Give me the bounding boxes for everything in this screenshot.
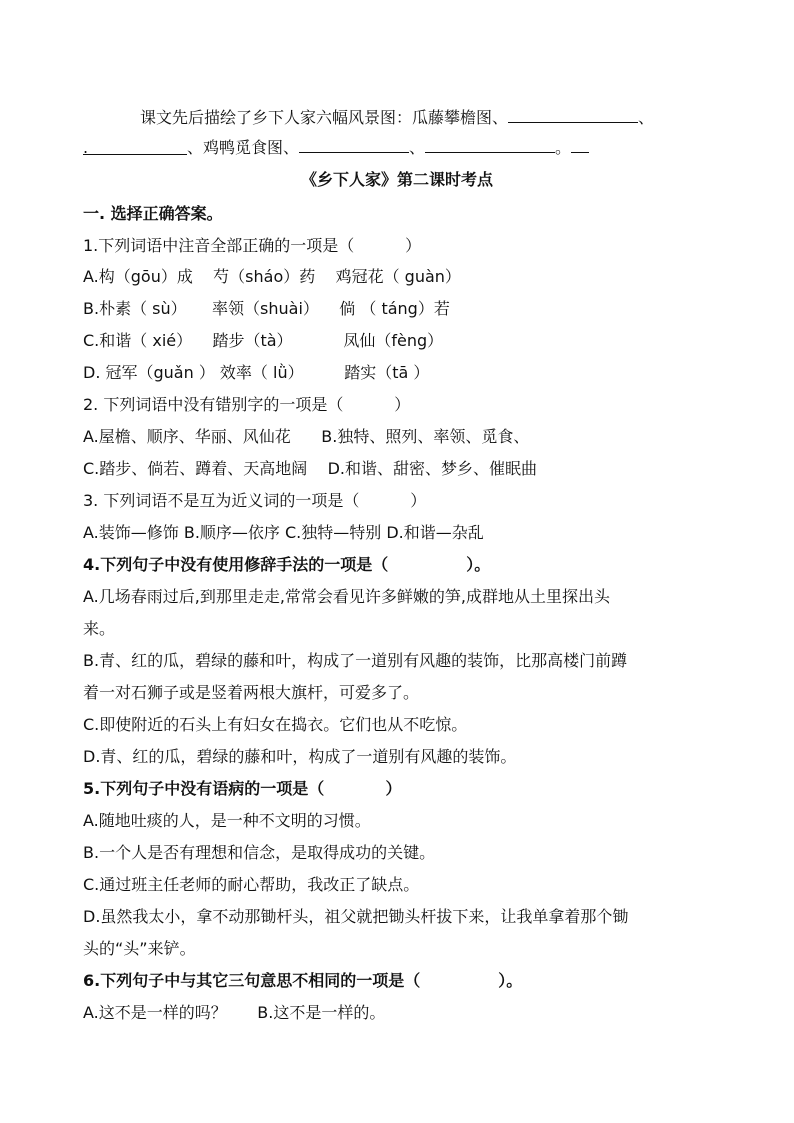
question-stem-1: 1.下列词语中注音全部正确的一项是（ ） — [83, 236, 422, 255]
option-1a[interactable]: A.构（gōu）成 芍（sháo）药 鸡冠花（ guàn） — [83, 267, 461, 286]
answer-blank-2[interactable] — [83, 138, 187, 155]
option-4d[interactable]: D.青、红的瓜，碧绿的藤和叶，构成了一道别有风趣的装饰。 — [83, 747, 517, 766]
question-stem-3: 3. 下列词语不是互为近义词的一项是（ ） — [83, 491, 427, 510]
question-stem-5: 5.下列句子中没有语病的一项是（ ） — [83, 779, 402, 798]
question-stem-4: 4.下列句子中没有使用修辞手法的一项是（ ）。 — [83, 555, 491, 574]
intro-line-2 — [83, 136, 589, 158]
option-5c[interactable]: C.通过班主任老师的耐心帮助，我改正了缺点。 — [83, 875, 420, 894]
question-stem-6: 6.下列句子中与其它三句意思不相同的一项是（ ）。 — [83, 971, 523, 990]
option-1c[interactable]: C.和谐（ xié） 踏步（tà） 凤仙（fèng） — [83, 331, 444, 350]
option-4b[interactable]: B.青、红的瓜，碧绿的藤和叶，构成了一道别有风趣的装饰，比那高楼门前蹲 — [83, 651, 628, 670]
option-1b[interactable]: B.朴素（ sù） 率领（shuài） 倘 （ táng）若 — [83, 299, 450, 318]
answer-blank-3[interactable] — [299, 136, 409, 153]
option-4b-cont: 着一对石狮子或是竖着两根大旗杆，可爱多了。 — [83, 683, 420, 702]
page-title: 《乡下人家》第二课时考点 — [300, 170, 493, 189]
punct: 、 — [638, 108, 655, 127]
answer-blank-1[interactable] — [508, 106, 638, 123]
option-5d-cont: 头的“头”来铲。 — [83, 939, 196, 958]
option-3[interactable]: A.装饰—修饰 B.顺序—依序 C.独特—特别 D.和谐—杂乱 — [83, 523, 484, 542]
option-5d[interactable]: D.虽然我太小，拿不动那锄杆头，祖父就把锄头杆拔下来，让我单拿着那个锄 — [83, 907, 629, 926]
option-6ab[interactable]: A.这不是一样的吗？ B.这不是一样的。 — [83, 1003, 386, 1022]
option-2cd[interactable]: C.踏步、倘若、蹲着、天高地阔 D.和谐、甜密、梦乡、催眠曲 — [83, 459, 538, 478]
option-1d[interactable]: D. 冠军（guǎn ） 效率（ lǜ） 踏实（tā ） — [83, 363, 430, 382]
option-4c[interactable]: C.即使附近的石头上有妇女在捣衣。它们也从不吃惊。 — [83, 715, 468, 734]
dot: . — [83, 138, 89, 157]
question-stem-2: 2. 下列词语中没有错别字的一项是（ ） — [83, 395, 411, 414]
option-2ab[interactable]: A.屋檐、顺序、华丽、风仙花 B.独特、照列、率领、觅食、 — [83, 427, 530, 446]
answer-blank-5[interactable] — [571, 136, 589, 153]
section-heading: 一. 选择正确答案。 — [83, 204, 223, 223]
intro-text-2: 、鸡鸭觅食图、 — [187, 138, 300, 157]
answer-blank-4[interactable] — [425, 136, 555, 153]
intro-line-1 — [140, 106, 654, 128]
option-4a[interactable]: A.几场春雨过后,到那里走走,常常会看见许多鲜嫩的笋,成群地从土里探出头 — [83, 587, 611, 606]
option-4a-cont: 来。 — [83, 619, 116, 638]
punct: 。 — [555, 138, 572, 157]
intro-text: 课文先后描绘了乡下人家六幅风景图：瓜藤攀檐图、 — [140, 108, 509, 127]
option-5a[interactable]: A.随地吐痰的人，是一种不文明的习惯。 — [83, 811, 371, 830]
option-5b[interactable]: B.一个人是否有理想和信念，是取得成功的关键。 — [83, 843, 436, 862]
punct: 、 — [409, 138, 426, 157]
